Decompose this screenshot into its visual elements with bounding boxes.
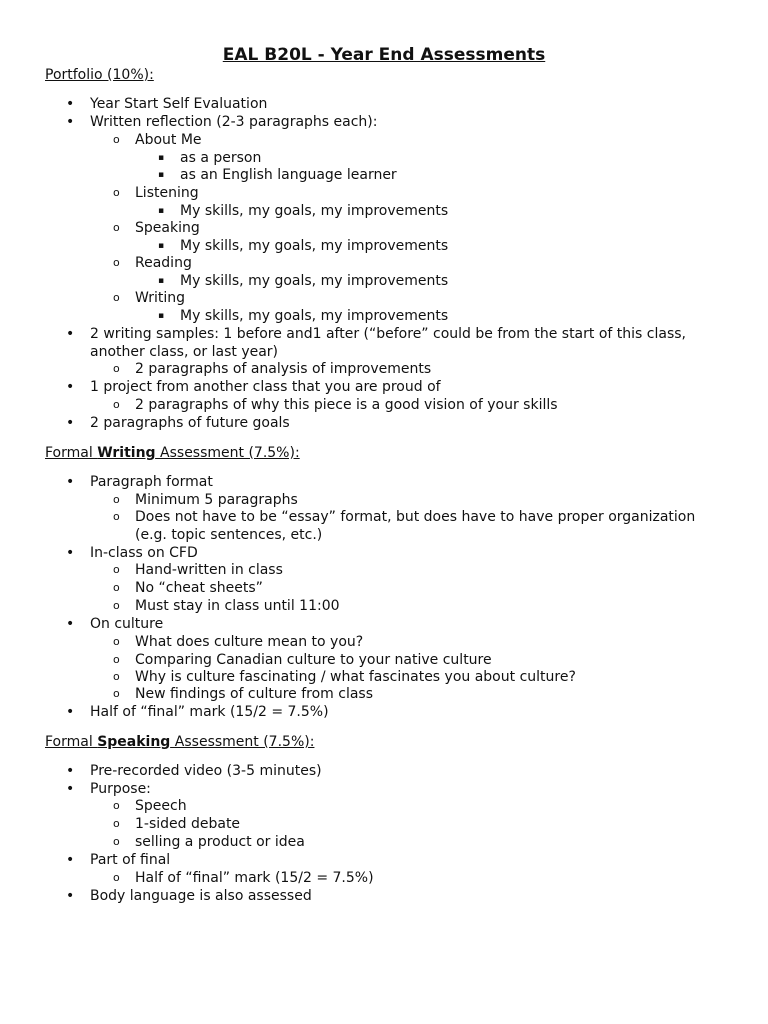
bullet: • (66, 379, 75, 395)
sub-list-item: 2 paragraphs of analysis of improvements (135, 361, 432, 377)
sub-list-item: selling a product or idea (135, 834, 305, 850)
writing-heading-suffix: Assessment (7.5%): (155, 445, 300, 461)
sub-list-item: Must stay in class until 11:00 (135, 598, 340, 614)
sub-sub-bullet: ▪ (158, 276, 165, 286)
sub-list-item: What does culture mean to you? (135, 634, 364, 650)
list-item: Part of final (90, 852, 171, 868)
sub-list-item: New findings of culture from class (135, 686, 374, 702)
sub-sub-list-item: as an English language learner (180, 167, 397, 183)
list-item: Purpose: (90, 781, 151, 797)
sub-list-item: Half of “final” mark (15/2 = 7.5%) (135, 870, 374, 886)
list-item: On culture (90, 616, 164, 632)
sub-bullet: o (113, 398, 120, 411)
speaking-heading-prefix: Formal (45, 734, 98, 750)
sub-bullet: o (113, 599, 120, 612)
sub-list-item: Why is culture fascinating / what fascinates you about culture? (135, 669, 576, 685)
sub-bullet: o (113, 871, 120, 884)
sub-list-item: Comparing Canadian culture to your native culture (135, 652, 492, 668)
list-item: Paragraph format (90, 474, 213, 490)
sub-bullet: o (113, 291, 120, 304)
sub-list-item: 1-sided debate (135, 816, 241, 832)
sub-bullet: o (113, 186, 120, 199)
sub-bullet: o (113, 687, 120, 700)
bullet: • (66, 763, 75, 779)
writing-heading-bold: Writing (97, 445, 156, 461)
list-item: Pre-recorded video (3-5 minutes) (90, 763, 322, 779)
sub-bullet: o (113, 670, 120, 683)
sub-bullet: o (113, 653, 120, 666)
bullet: • (66, 852, 75, 868)
sub-bullet: o (113, 635, 120, 648)
sub-sub-list-item: My skills, my goals, my improvements (180, 203, 449, 219)
bullet: • (66, 545, 75, 561)
list-item: Body language is also assessed (90, 888, 312, 904)
sub-list-item: Minimum 5 paragraphs (135, 492, 298, 508)
sub-sub-bullet: ▪ (158, 311, 165, 321)
sub-sub-bullet: ▪ (158, 170, 165, 180)
list-item: 2 paragraphs of future goals (90, 415, 290, 431)
bullet: • (66, 888, 75, 904)
bullet: • (66, 704, 75, 720)
list-item: Half of “final” mark (15/2 = 7.5%) (90, 704, 329, 720)
sub-bullet: o (113, 817, 120, 830)
sub-list-item: Hand-written in class (135, 562, 283, 578)
sub-bullet: o (113, 563, 120, 576)
bullet: • (66, 96, 75, 112)
sub-list-item: Writing (135, 290, 185, 306)
sub-sub-list-item: as a person (180, 150, 262, 166)
speaking-heading (45, 733, 314, 751)
sub-sub-bullet: ▪ (158, 241, 165, 251)
sub-bullet: o (113, 256, 120, 269)
bullet: • (66, 326, 75, 342)
sub-bullet: o (113, 510, 120, 523)
writing-heading-prefix: Formal (45, 445, 98, 461)
sub-list-item: Speech (135, 798, 187, 814)
sub-list-item: About Me (135, 132, 202, 148)
sub-list-item: Speaking (135, 220, 200, 236)
sub-list-item: Listening (135, 185, 199, 201)
sub-list-item: Does not have to be “essay” format, but does have to have proper organization (135, 509, 696, 525)
portfolio-heading: Portfolio (10%): (45, 67, 154, 83)
sub-sub-list-item: My skills, my goals, my improvements (180, 238, 449, 254)
sub-bullet: o (113, 133, 120, 146)
sub-sub-list-item: My skills, my goals, my improvements (180, 273, 449, 289)
list-item: 1 project from another class that you are proud of (90, 379, 441, 395)
sub-bullet: o (113, 581, 120, 594)
list-item-continuation: another class, or last year) (90, 344, 279, 360)
list-item: In-class on CFD (90, 545, 198, 561)
sub-sub-bullet: ▪ (158, 153, 165, 163)
sub-list-item-continuation: (e.g. topic sentences, etc.) (135, 527, 323, 543)
sub-bullet: o (113, 493, 120, 506)
speaking-heading-suffix: Assessment (7.5%): (170, 734, 315, 750)
sub-bullet: o (113, 221, 120, 234)
bullet: • (66, 616, 75, 632)
bullet: • (66, 781, 75, 797)
bullet: • (66, 114, 75, 130)
list-item: Written reflection (2-3 paragraphs each): (90, 114, 378, 130)
bullet: • (66, 474, 75, 490)
speaking-heading-bold: Speaking (97, 734, 171, 750)
list-item: Year Start Self Evaluation (90, 96, 268, 112)
sub-list-item: Reading (135, 255, 192, 271)
sub-list-item: 2 paragraphs of why this piece is a good vision of your skills (135, 397, 558, 413)
document-title: EAL B20L - Year End Assessments (222, 45, 546, 65)
sub-bullet: o (113, 362, 120, 375)
list-item: 2 writing samples: 1 before and1 after (“before” could be from the start of this class, (90, 326, 686, 342)
bullet: • (66, 415, 75, 431)
writing-heading (45, 444, 300, 462)
sub-bullet: o (113, 799, 120, 812)
sub-sub-list-item: My skills, my goals, my improvements (180, 308, 449, 324)
sub-sub-bullet: ▪ (158, 206, 165, 216)
sub-bullet: o (113, 835, 120, 848)
sub-list-item: No “cheat sheets” (135, 580, 263, 596)
